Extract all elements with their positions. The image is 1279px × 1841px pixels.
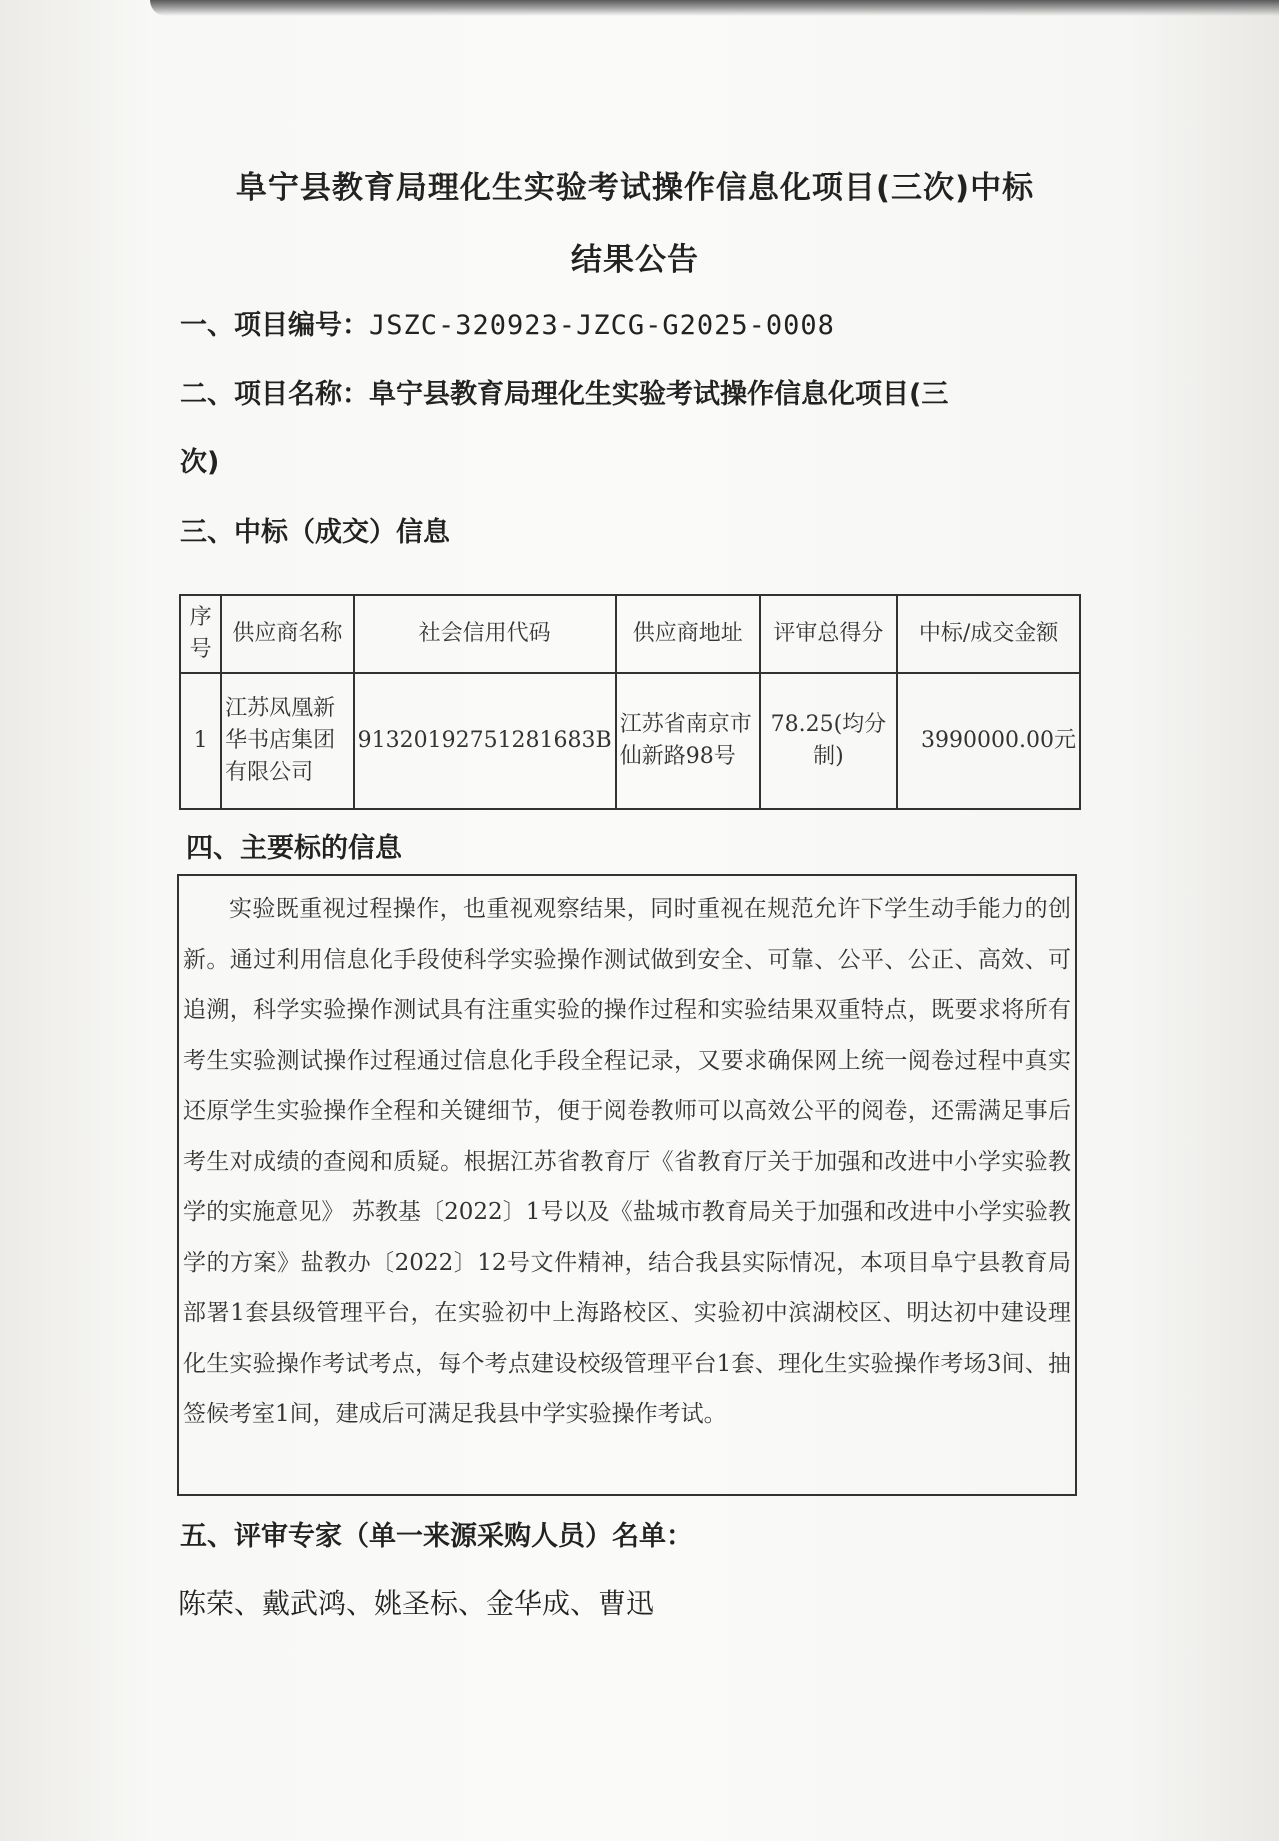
award-table <box>179 594 1081 810</box>
project-name-value: 阜宁县教育局理化生实验考试操作信息化项目(三 <box>369 379 949 410</box>
header-score: 评审总得分 <box>760 595 897 673</box>
document-title-line2: 结果公告 <box>571 242 699 278</box>
main-subject-heading: 四、主要标的信息 <box>186 833 402 864</box>
experts-heading: 五、评审专家（单一来源采购人员）名单： <box>180 1521 693 1552</box>
header-index: 序号 <box>180 595 221 673</box>
header-address: 供应商地址 <box>616 595 760 673</box>
cell-score: 78.25(均分制) <box>760 673 897 809</box>
experts-list: 陈荣、戴武鸿、姚圣标、金华成、曹迅 <box>178 1587 655 1620</box>
header-amount: 中标/成交金额 <box>897 595 1080 673</box>
project-name-label: 二、项目名称： <box>180 379 369 410</box>
page-edge-shadow <box>150 0 1279 16</box>
cell-index: 1 <box>180 673 221 809</box>
project-name-line <box>180 372 948 411</box>
cell-supplier: 江苏凤凰新华书店集团有限公司 <box>221 673 353 809</box>
main-subject-text: 实验既重视过程操作，也重视观察结果，同时重视在规范允许下学生动手能力的创新。通过利用信息化手段使科学实验操作测试做到安全、可靠、公平、公正、高效、可追溯，科学实验操作测试具有注重实验的操作过程和实验结果双重特点，既要求将所有考生实验测试操作过程通过信息化手段全程记录，又要求确保网上统一阅卷过程中真实还原学生实验操作全程和关键细节，便于阅卷教师可以高效公平的阅卷，还需满足事后考生对成绩的查阅和质疑。根据江苏省教育厅《省教育厅关于加强和改进中小学实验教学的实施意见》 苏教基〔2022〕1号以及《盐城市教育局关于加强和改进中小学实验教学的方案》盐教办〔2022〕12号文件精神，结合我县实际情况，本项目阜宁县教育局部署1套县级管理平台，在实验初中上海路校区、实验初中滨湖校区、明达初中建设理化生实验操作考试考点，每个考点建设校级管理平台1套、理化生实验操作考场3间、抽签候考室1间，建成后可满足我县中学实验操作考试。 <box>183 896 1071 1427</box>
cell-credit-code: 91320192751281683B <box>354 673 616 809</box>
project-number-line <box>180 303 835 342</box>
main-subject-box <box>177 874 1077 1496</box>
award-info-heading: 三、中标（成交）信息 <box>180 517 450 548</box>
award-table-header-row <box>180 595 1080 673</box>
header-credit-code: 社会信用代码 <box>354 595 616 673</box>
project-name-continuation: 次) <box>180 447 220 478</box>
cell-address: 江苏省南京市仙新路98号 <box>616 673 760 809</box>
document-title-line1: 阜宁县教育局理化生实验考试操作信息化项目(三次)中标 <box>235 170 1035 206</box>
cell-amount: 3990000.00元 <box>897 673 1080 809</box>
project-number-label: 一、项目编号： <box>180 310 369 341</box>
header-supplier: 供应商名称 <box>221 595 353 673</box>
table-row <box>180 673 1080 809</box>
project-number-value: JSZC-320923-JZCG-G2025-0008 <box>369 310 835 341</box>
